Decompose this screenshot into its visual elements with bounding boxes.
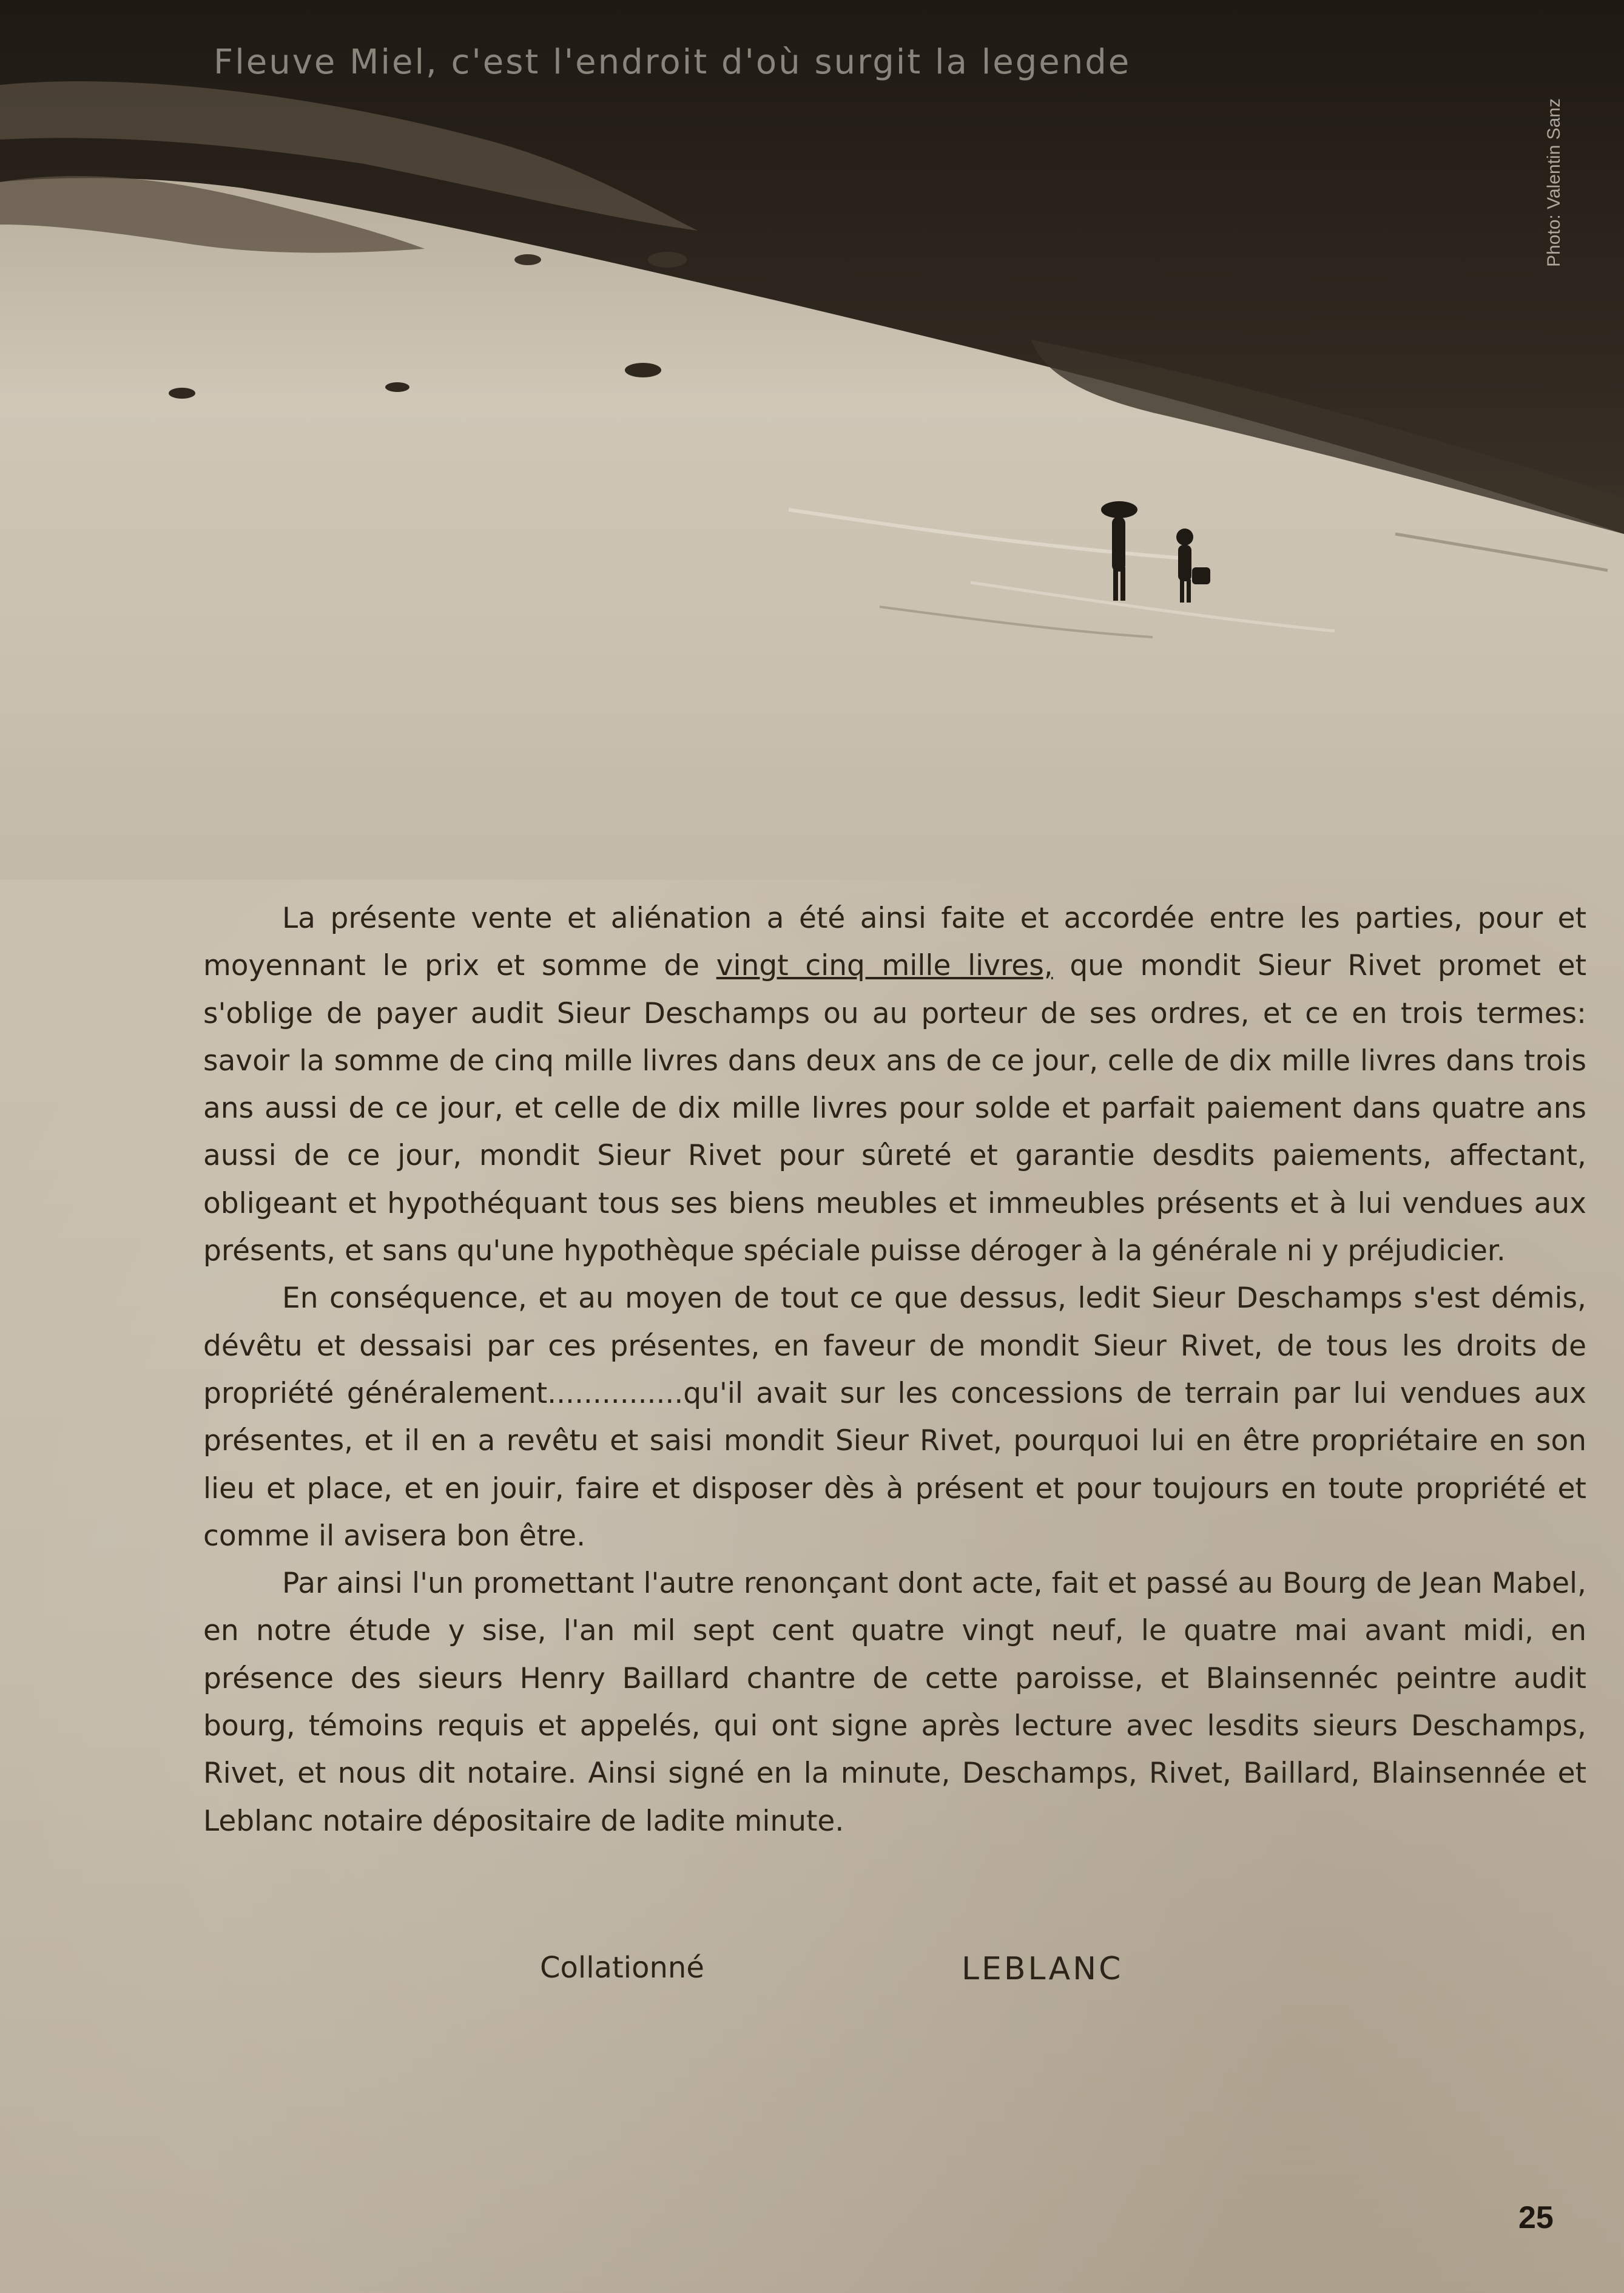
paragraph-1-after: que mondit Sieur Rivet promet et s'oblige de payer audit Sieur Deschamps ou au porteur de ses ordres, et ce en trois termes: savoir la somme de cinq mille livres dans deux ans de ce jour, celle de dix mille livres dans trois ans aussi de ce jour, et celle de dix mille livres pour solde et parfait paiement dans quatre ans aussi de ce jour, mondit Sieur Rivet pour sûreté et garantie desdits paiements, affectant, obligeant et hypothéquant tous ses biens meubles et immeubles présents et à lui vendues aux présents, et sans qu'une hypothèque spéciale puisse déroger à la générale ni y préjudicier. — [203, 949, 1587, 1268]
paragraph-3: Par ainsi l'un promettant l'autre renonçant dont acte, fait et passé au Bourg de Jean Mabel, en notre étude y sise, l'an mil sept cent quatre vingt neuf, le quatre mai avant midi, en présence des sieurs Henry Baillard chantre de cette paroisse, et Blainsennéc peintre audit bourg, témoins requis et appelés, qui ont signe après lecture avec lesdits sieurs Deschamps, Rivet, et nous dit notaire. Ainsi signé en la minute, Deschamps, Rivet, Baillard, Blainsennée et Leblanc notaire dépositaire de ladite minute. — [203, 1567, 1586, 1838]
collation-label: Collationné — [540, 1951, 704, 1985]
paragraph-1-before: La présente vente et aliénation a été ainsi faite et accordée entre les parties, pour et moyennant le prix et somme de — [203, 902, 1586, 983]
photo-credit: Photo: Valentin Sanz — [1544, 98, 1564, 267]
paragraph-1 — [203, 895, 1586, 1275]
river-photo-image — [0, 0, 1624, 880]
signature-block — [0, 1951, 1624, 1999]
page-number: 25 — [1518, 2200, 1554, 2235]
sale-amount: vingt cinq mille livres, — [716, 949, 1053, 983]
paragraph-2: En conséquence, et au moyen de tout ce que dessus, ledit Sieur Deschamps s'est démis, dévêtu et dessaisi par ces présentes, en faveur de mondit Sieur Rivet, de tous les droits de propriété généralement...............qu'il avait sur les concessions de terrain par lui vendues aux présentes, et il en a revêtu et saisi mondit Sieur Rivet, pourquoi lui en être propriétaire en son lieu et place, et en jouir, faire et disposer dès à présent et pour toujours en toute propriété et comme il avisera bon être. — [203, 1282, 1586, 1553]
notary-signature: LEBLANC — [962, 1951, 1124, 1987]
river-photo — [0, 0, 1624, 880]
photo-caption: Fleuve Miel, c'est l'endroit d'où surgit la legende — [214, 42, 1131, 82]
deed-text — [203, 895, 1586, 1845]
